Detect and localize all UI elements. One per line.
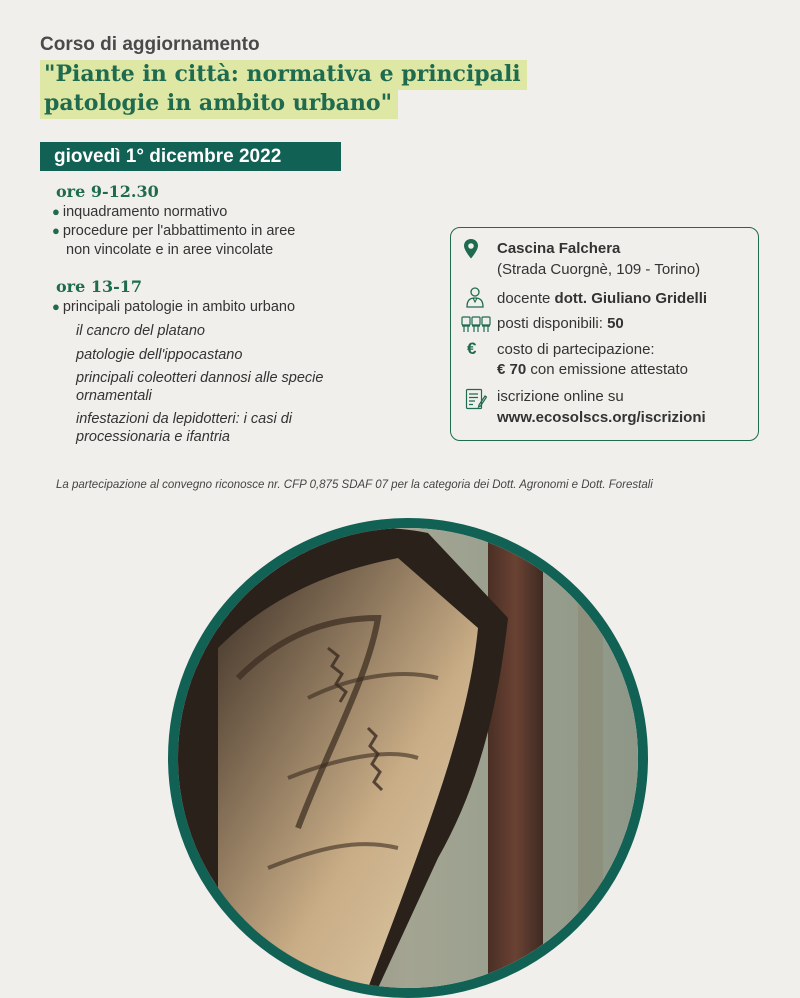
afternoon-subitem-3: principali coleotteri dannosi alle specie xyxy=(76,370,324,386)
tree-bark-photo xyxy=(178,528,638,988)
course-title-line-2: patologie in ambito urbano" xyxy=(40,89,398,119)
bullet-icon: ● xyxy=(52,223,60,238)
morning-item-2: ● procedure per l'abbattimento in aree xyxy=(52,223,296,239)
afternoon-subitem-1: il cancro del platano xyxy=(76,323,205,339)
afternoon-subitem-2: patologie dell'ippocastano xyxy=(76,347,243,363)
location-address: (Strada Cuorgnè, 109 - Torino) xyxy=(497,261,701,278)
cost-label: costo di partecipazione: xyxy=(497,341,655,358)
morning-item-1: ● inquadramento normativo xyxy=(52,204,228,220)
cost-value: € 70 xyxy=(497,361,527,378)
info-box xyxy=(450,227,759,441)
bullet-icon: ● xyxy=(52,204,60,219)
bullet-icon: ● xyxy=(52,299,60,314)
course-title-line-1: "Piante in città: normativa e principali xyxy=(40,60,527,90)
event-date: giovedì 1° dicembre 2022 xyxy=(40,142,341,171)
signup-label: iscrizione online su xyxy=(497,388,624,405)
morning-time: ore 9-12.30 xyxy=(56,182,159,201)
teacher-line: docente dott. Giuliano Gridelli xyxy=(497,290,708,307)
signup-form-icon xyxy=(465,388,487,410)
tree-photo-frame xyxy=(168,518,648,998)
euro-icon: € xyxy=(467,339,477,358)
course-subtitle: Corso di aggiornamento xyxy=(40,34,260,55)
afternoon-subitem-4: infestazioni da lepidotteri: i casi di xyxy=(76,411,293,427)
teacher-name: dott. Giuliano Gridelli xyxy=(554,290,708,307)
signup-url[interactable]: www.ecosolscs.org/iscrizioni xyxy=(497,409,706,426)
afternoon-time: ore 13-17 xyxy=(56,277,143,296)
location-pin-icon xyxy=(463,238,479,260)
afternoon-subitem-3-cont: ornamentali xyxy=(76,388,152,404)
morning-item-2-cont: non vincolate e in aree vincolate xyxy=(66,242,274,258)
cost-line: € 70 con emissione attestato xyxy=(497,361,688,378)
afternoon-item: ● principali patologie in ambito urbano xyxy=(52,299,296,315)
teacher-icon xyxy=(465,286,485,308)
afternoon-subitem-4-cont: processionaria e ifantria xyxy=(76,429,230,445)
location-name: Cascina Falchera xyxy=(497,240,621,257)
seats-line: posti disponibili: 50 xyxy=(497,315,624,332)
seats-value: 50 xyxy=(607,315,624,332)
cfp-note: La partecipazione al convegno riconosce nr. CFP 0,875 SDAF 07 per la categoria dei Dott. Agronomi e Dott. Forestali xyxy=(56,479,653,491)
seats-icon xyxy=(461,314,491,334)
